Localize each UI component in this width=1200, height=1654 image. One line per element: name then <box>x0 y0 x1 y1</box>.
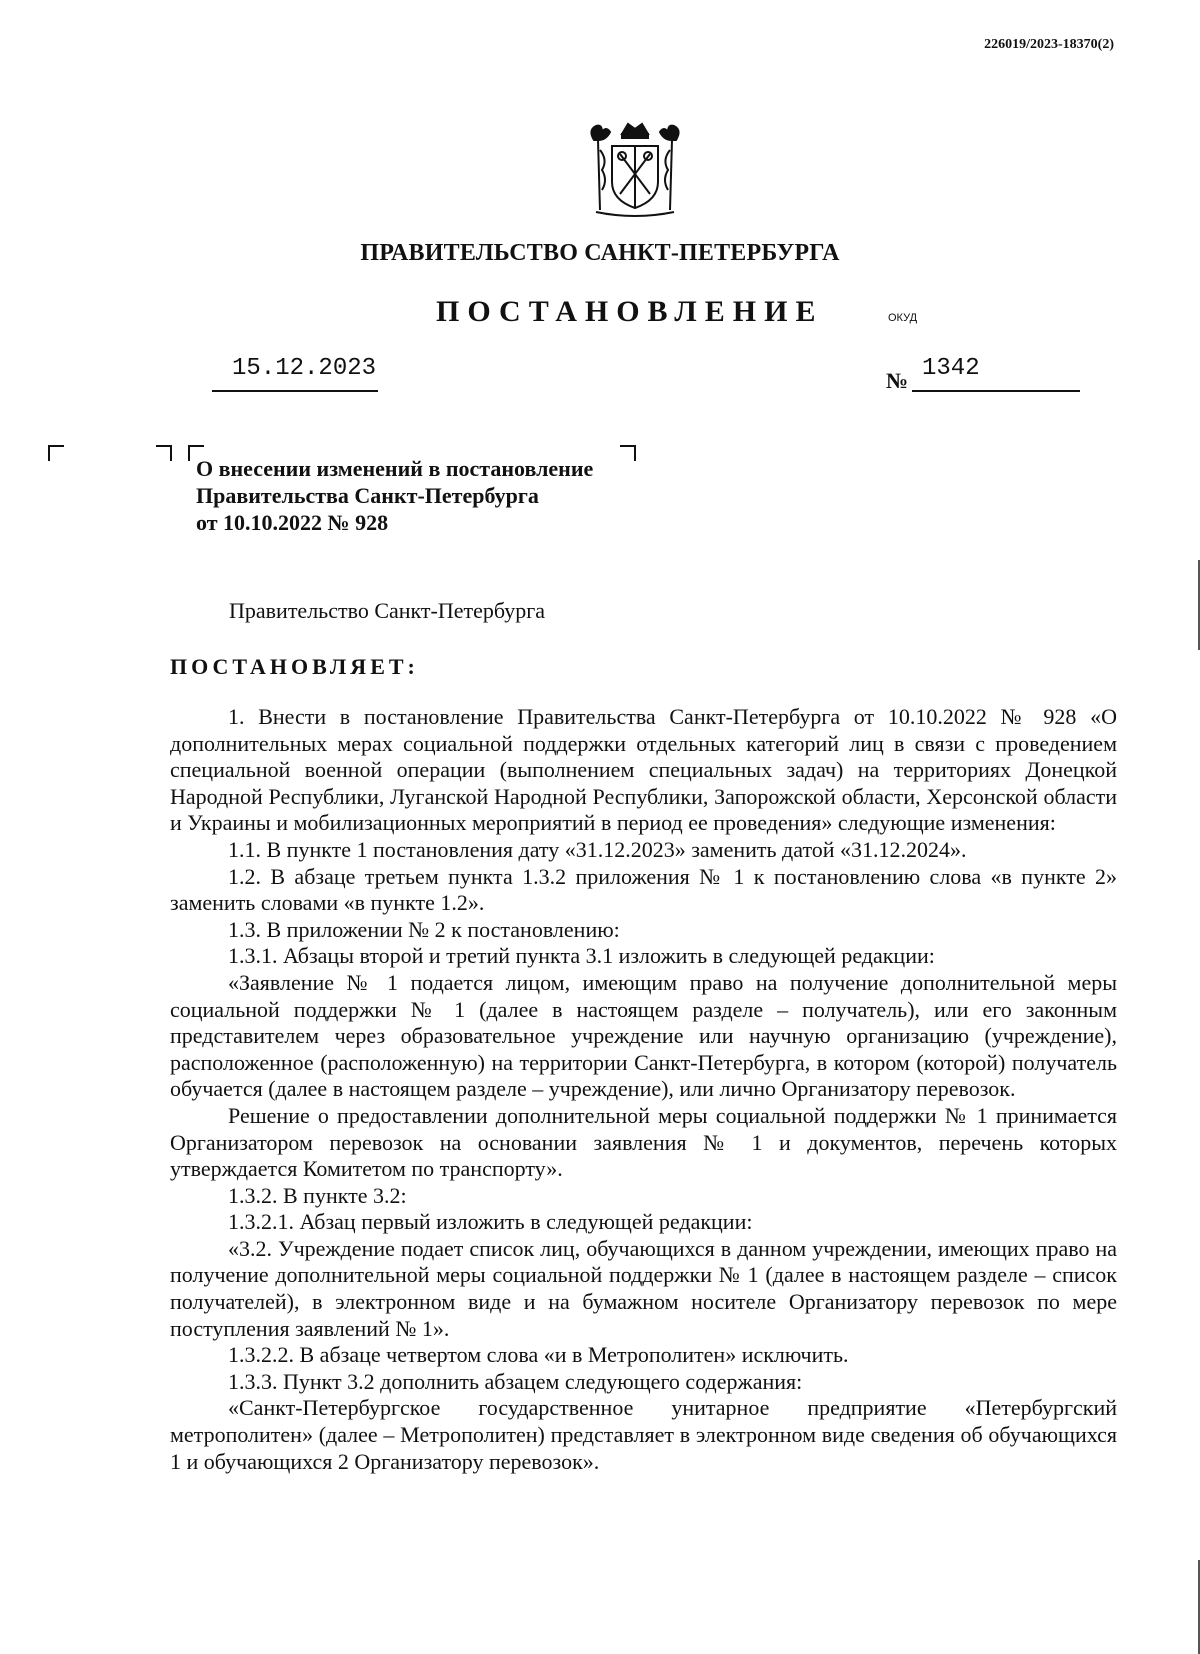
paragraph: 1.3.2.1. Абзац первый изложить в следующей редакции: <box>228 1209 753 1235</box>
corner-mark <box>620 445 636 461</box>
number-field <box>912 355 1080 392</box>
decrees-heading: ПОСТАНОВЛЯЕТ: <box>170 654 419 679</box>
document-body <box>170 704 1117 1475</box>
paragraph: Решение о предоставлении дополнительной меры социальной поддержки № 1 принимается Организатором перевозок на основании заявления № 1 и документов, перечень которых утверждается Комитетом по транспорту». <box>170 1102 1117 1182</box>
paragraph: «Санкт-Петербургское государственное унитарное предприятие «Петербургский метрополитен» (далее – Метрополитен) представляет в электронном виде сведения об обучающихся 1 и обучающихся 2 Организатору перевозок». <box>170 1395 1117 1474</box>
number-sign: № <box>886 368 909 393</box>
subject-line: Правительства Санкт-Петербурга <box>196 483 539 508</box>
issuing-body: Правительство Санкт-Петербурга <box>229 598 546 623</box>
paragraph: 1. Внести в постановление Правительства Санкт-Петербурга от 10.10.2022 № 928 «О дополнительных мерах социальной поддержки отдельных категорий лиц в связи с проведением специальной военной операции (выполнением специальных задач) на территориях Донецкой Народной Республики, Луганской Народной Республики, Запорожской области, Херсонской области и Украины и мобилизационных мероприятий в период ее проведения» следующие изменения: <box>170 704 1117 836</box>
corner-mark <box>48 445 64 461</box>
paragraph: 1.1. В пункте 1 постановления дату «31.12.2023» заменить датой «31.12.2024». <box>228 836 967 862</box>
paragraph: 1.3.2. В пункте 3.2: <box>228 1182 407 1208</box>
paragraph: 1.2. В абзаце третьем пункта 1.3.2 приложения № 1 к постановлению слова «в пункте 2» заменить словами «в пункте 1.2». <box>170 863 1117 916</box>
subject-line: О внесении изменений в постановление <box>196 456 594 481</box>
date-field <box>212 355 378 392</box>
document-id: 226019/2023-18370(2) <box>984 37 1114 52</box>
paragraph: 1.3.3. Пункт 3.2 дополнить абзацем следующего содержания: <box>228 1368 803 1394</box>
subject-line: от 10.10.2022 № 928 <box>196 510 389 535</box>
paragraph: 1.3.2.2. В абзаце четвертом слова «и в Метрополитен» исключить. <box>228 1342 849 1368</box>
organization-title: ПРАВИТЕЛЬСТВО САНКТ-ПЕТЕРБУРГА <box>360 240 840 266</box>
document-number: 1342 <box>922 355 980 382</box>
paragraph: 1.3. В приложении № 2 к постановлению: <box>228 916 620 942</box>
document-type: ПОСТАНОВЛЕНИЕ <box>436 295 824 328</box>
paragraph: 1.3.1. Абзацы второй и третий пункта 3.1 изложить в следующей редакции: <box>228 943 935 969</box>
corner-mark <box>156 445 172 461</box>
okud-label: ОКУД <box>888 312 918 324</box>
paragraph: «Заявление № 1 подается лицом, имеющим право на получение дополнительной меры социальной поддержки № 1 (далее в настоящем разделе – получатель), или его законным представителем через образовательное учреждение или научную организацию (учреждение), расположенное (расположенную) на территории Санкт-Петербурга, в котором (которой) получатель обучается (далее в настоящем разделе – учреждение), или лично Организатору перевозок. <box>170 969 1117 1102</box>
document-subject <box>196 455 593 536</box>
document-date: 15.12.2023 <box>232 355 377 382</box>
paragraph: «3.2. Учреждение подает список лиц, обучающихся в данном учреждении, имеющих право на получение дополнительной меры социальной поддержки № 1 (далее в настоящем разделе – список получателей), в электронном виде и на бумажном носителе Организатору перевозок по мере поступления заявлений № 1». <box>170 1235 1117 1341</box>
coat-of-arms-emblem <box>582 120 688 220</box>
